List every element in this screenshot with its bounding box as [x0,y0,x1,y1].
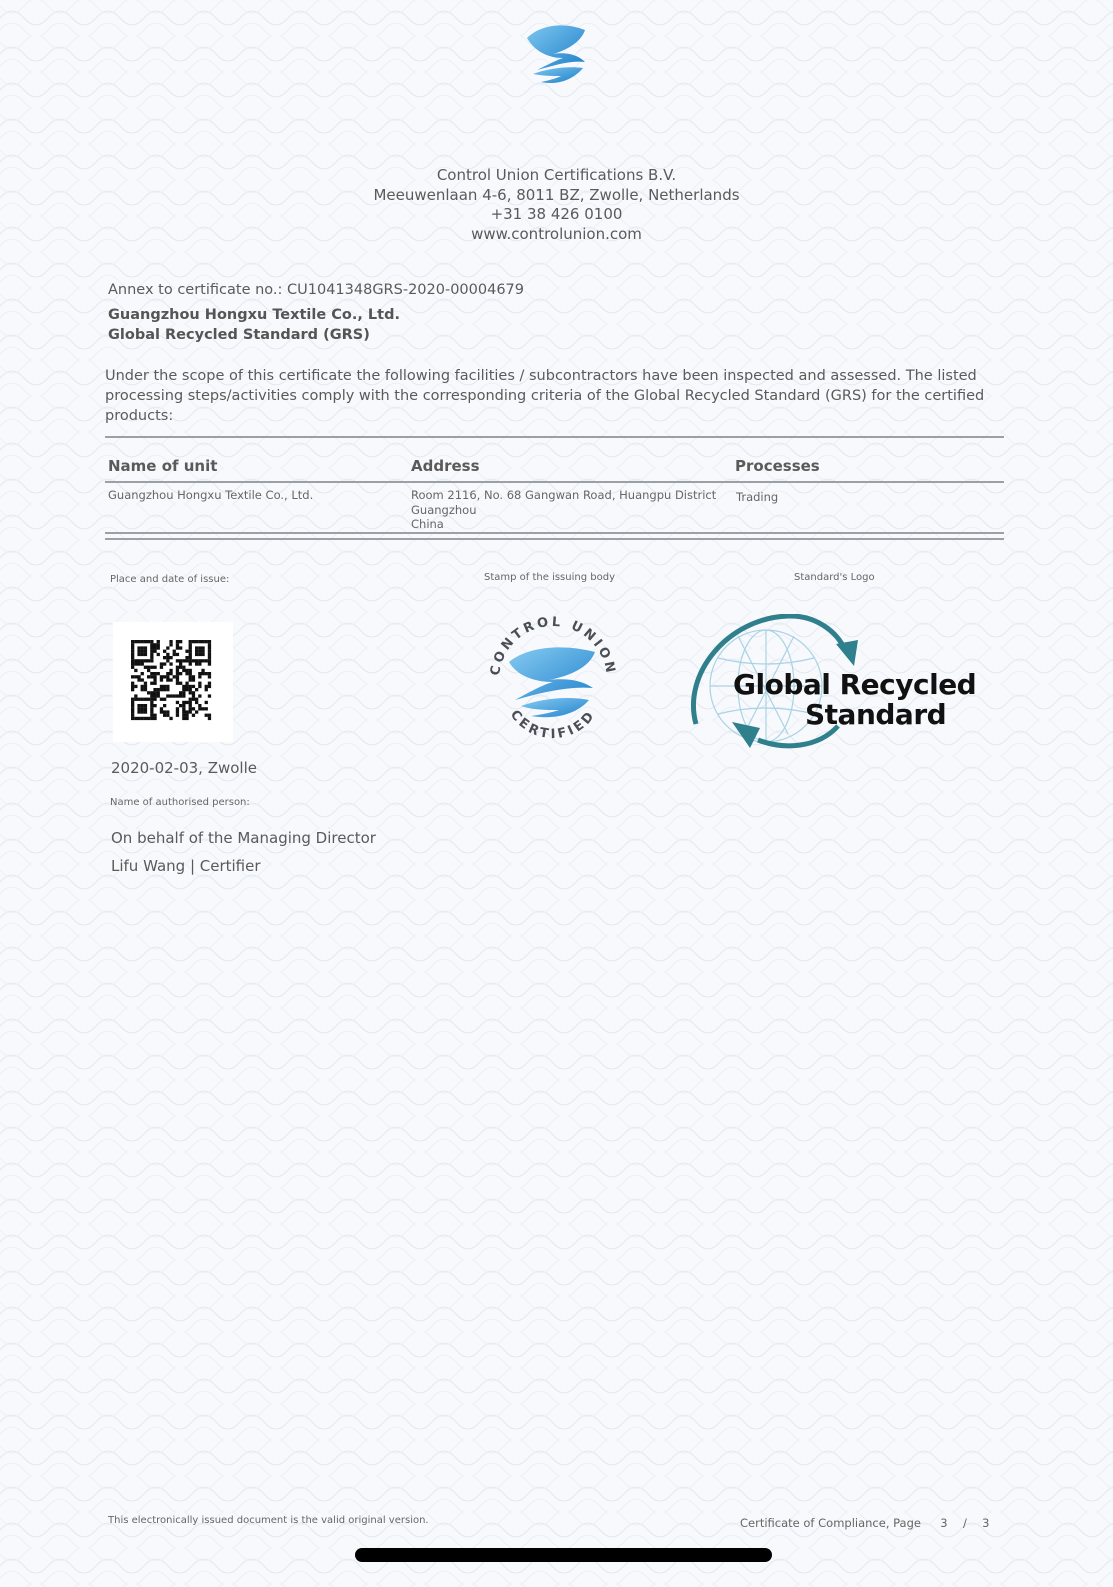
table-bottom-rule-double [105,538,1004,540]
issuer-name: Control Union Certifications B.V. [436,166,677,184]
issuer-block [0,166,1113,244]
on-behalf-text: On behalf of the Managing Director [111,829,376,847]
stamp-bottom-text: CERTIFIED [506,707,600,743]
page-label: Certificate of Compliance, Page [740,1516,921,1530]
page-separator: / [962,1516,967,1530]
standard-logo-label: Standard's Logo [794,572,875,583]
page-total: 3 [982,1516,990,1530]
annex-certificate-number: Annex to certificate no.: CU1041348GRS-2020-00004679 [108,282,525,298]
place-date-value: 2020-02-03, Zwolle [111,759,257,777]
table-bottom-rule [105,532,1004,534]
qr-code-icon [113,622,233,742]
footer-page-info [740,1516,989,1530]
authorised-person-label: Name of authorised person: [110,797,250,808]
certified-company-name: Guangzhou Hongxu Textile Co., Ltd. [108,307,400,323]
scope-intro-text: Under the scope of this certificate the following facilities / subcontractors have been inspected and assessed. The listed processing steps/activities comply with the corresponding criteria of the Global Recycled Standard (GRS) for the certified products: [105,368,985,424]
address-line: Guangzhou [411,502,477,517]
stamp-top-text: CONTROL UNION [487,614,619,677]
home-indicator-bar[interactable] [355,1548,772,1562]
global-recycled-standard-logo [688,614,1000,756]
control-union-wave-logo [523,20,593,90]
table-cell-address [411,488,716,532]
verification-qr-code[interactable] [113,622,233,742]
table-cell-process: Trading [736,490,779,504]
table-header-rule [105,481,1004,483]
stamp-label: Stamp of the issuing body [484,572,615,583]
address-line: China [411,517,444,531]
address-line: Room 2116, No. 68 Gangwan Road, Huangpu District [411,488,717,502]
grs-logo-line1: Global Recycled [733,668,977,701]
table-top-rule [105,436,1004,438]
place-date-label: Place and date of issue: [110,574,230,585]
column-header-processes: Processes [735,457,820,475]
issuer-address: Meeuwenlaan 4-6, 8011 BZ, Zwolle, Netherlands [373,185,740,204]
column-header-name: Name of unit [108,457,218,475]
issuer-website: www.controlunion.com [471,224,642,243]
grs-logo-line2: Standard [805,698,947,731]
column-header-address: Address [411,457,480,475]
table-cell-unit-name: Guangzhou Hongxu Textile Co., Ltd. [108,488,314,502]
issuer-phone: +31 38 426 0100 [490,205,623,223]
standard-name: Global Recycled Standard (GRS) [108,327,370,343]
page-current: 3 [940,1516,948,1530]
control-union-certified-stamp [483,610,623,750]
footer-validity-note: This electronically issued document is the valid original version. [108,1515,429,1526]
signatory-name: Lifu Wang | Certifier [111,857,261,875]
